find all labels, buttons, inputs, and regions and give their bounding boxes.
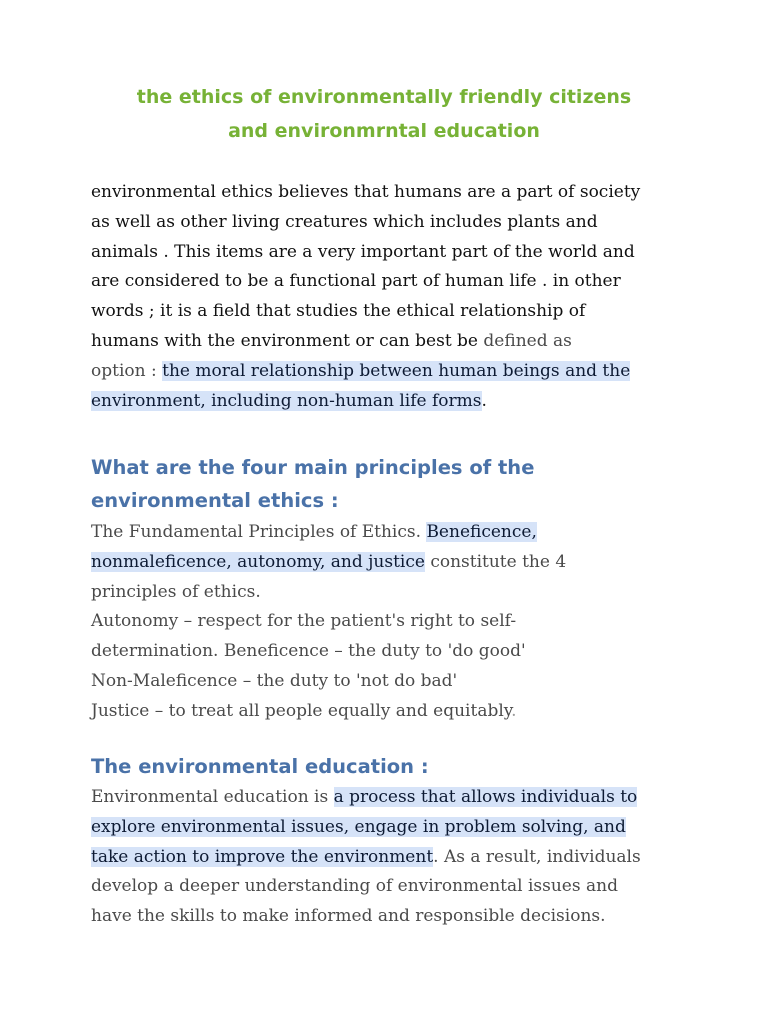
- intro-line: [91, 357, 691, 387]
- education-line: [91, 843, 691, 873]
- principles-text: Justice – to treat all people equally and equitably: [91, 700, 512, 721]
- intro-line: animals . This items are a very important part of the world and: [91, 241, 635, 262]
- principles-line: Autonomy – respect for the patient's right to self-: [91, 611, 517, 632]
- principles-paragraph: [91, 518, 691, 727]
- intro-line: are considered to be a functional part of human life . in other: [91, 271, 621, 292]
- highlighted-definition: environment, including non-human life forms: [91, 390, 482, 411]
- intro-line: [91, 387, 691, 417]
- intro-line: words ; it is a field that studies the ethical relationship of: [91, 301, 586, 322]
- principles-line: [91, 697, 691, 727]
- principles-line: Non-Maleficence – the duty to 'not do bad': [91, 670, 458, 691]
- highlighted-education: explore environmental issues, engage in problem solving, and: [91, 816, 626, 837]
- intro-line: [91, 327, 691, 357]
- principles-text: constitute the 4: [424, 551, 567, 572]
- education-line: [91, 783, 691, 813]
- education-text: . As a result, individuals: [433, 846, 641, 867]
- document-title-line-1: the ethics of environmentally friendly citizens: [136, 86, 632, 108]
- highlighted-principles: nonmaleficence, autonomy, and justice: [91, 551, 425, 572]
- education-paragraph: [91, 783, 691, 932]
- education-line: [91, 813, 691, 843]
- principles-text: The Fundamental Principles of Ethics.: [91, 522, 427, 542]
- intro-text: option :: [91, 360, 163, 381]
- intro-line: as well as other living creatures which includes plants and: [91, 211, 598, 232]
- section-heading-education: The environmental education :: [91, 755, 429, 778]
- section-heading-principles-line-2: environmental ethics :: [91, 489, 339, 512]
- principles-text: .: [511, 700, 517, 721]
- intro-text: defined as: [483, 330, 572, 351]
- highlighted-education: a process that allows individuals to: [333, 787, 638, 807]
- principles-line: principles of ethics.: [91, 581, 261, 602]
- principles-line: [91, 518, 691, 548]
- intro-text: .: [481, 390, 487, 411]
- intro-text: humans with the environment or can best be: [91, 330, 484, 351]
- education-line: develop a deeper understanding of environmental issues and: [91, 876, 618, 897]
- education-line: have the skills to make informed and responsible decisions.: [91, 906, 606, 927]
- education-text: Environmental education is: [91, 787, 334, 807]
- principles-line: [91, 548, 691, 578]
- document-title-line-2: and environmrntal education: [228, 120, 540, 142]
- highlighted-education: take action to improve the environment: [91, 846, 434, 867]
- highlighted-definition: the moral relationship between human beings and the: [162, 360, 631, 381]
- section-heading-principles-line-1: What are the four main principles of the: [91, 456, 535, 479]
- highlighted-principles: Beneficence,: [426, 522, 537, 542]
- intro-line: environmental ethics believes that humans are a part of society: [91, 182, 641, 202]
- intro-paragraph: [91, 178, 691, 416]
- principles-line: determination. Beneficence – the duty to 'do good': [91, 641, 526, 662]
